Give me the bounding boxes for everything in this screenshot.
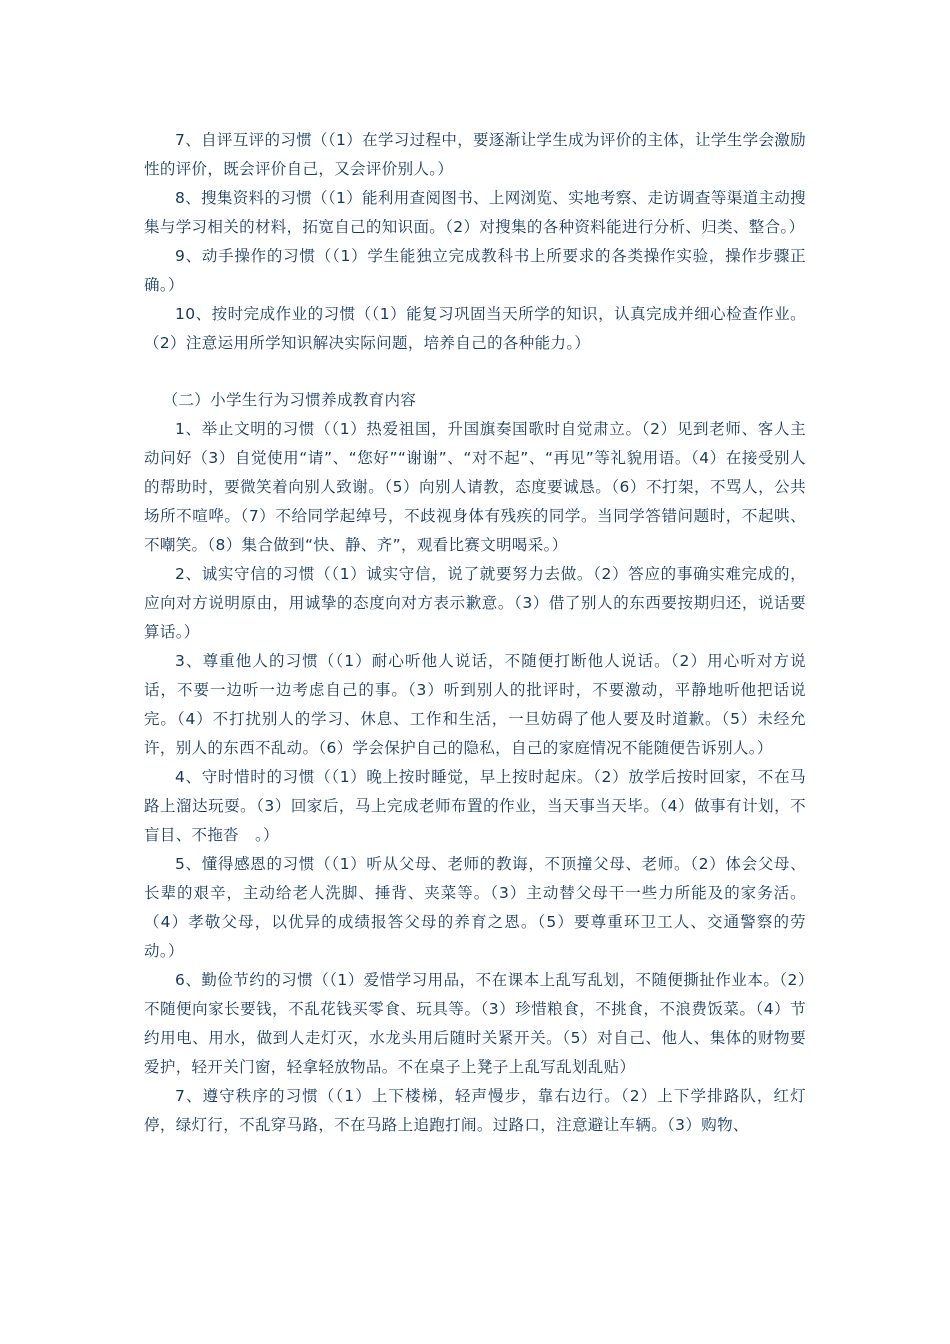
- behavior-habit-3: 3、尊重他人的习惯（（1）耐心听他人说话，不随便打断他人说话。（2）用心听对方说话，不要一边听一边考虑自己的事。（3）听到别人的批评时，不要激动，平静地听他把话说完。（4）不打扰别人的学习、休息、工作和生活，一旦妨碍了他人要及时道歉。（5）未经允许，别人的东西不乱动。（6）学会保护自己的隐私，自己的家庭情况不能随便告诉别人。）: [144, 652, 806, 757]
- behavior-habit-2: 2、诚实守信的习惯（（1）诚实守信，说了就要努力去做。（2）答应的事确实难完成的，应向对方说明原由，用诚挚的态度向对方表示歉意。（3）借了别人的东西要按期归还，说话要算话。）: [144, 565, 806, 641]
- study-habit-7: 7、自评互评的习惯（（1）在学习过程中，要逐渐让学生成为评价的主体，让学生学会激励性的评价，既会评价自己，又会评价别人。）: [144, 131, 806, 178]
- behavior-habit-7: 7、遵守秩序的习惯（（1）上下楼梯，轻声慢步，靠右边行。（2）上下学排路队，红灯停，绿灯行，不乱穿马路，不在马路上追跑打闹。过路口，注意避让车辆。（3）购物、: [144, 1087, 806, 1134]
- study-habit-9: 9、动手操作的习惯（（1）学生能独立完成教科书上所要求的各类操作实验，操作步骤正确。）: [144, 247, 806, 294]
- section-spacer: [144, 358, 806, 386]
- document-body: [144, 126, 806, 1140]
- behavior-habit-5: 5、懂得感恩的习惯（（1）听从父母、老师的教诲，不顶撞父母、老师。（2）体会父母、长辈的艰辛，主动给老人洗脚、捶背、夹菜等。（3）主动替父母干一些力所能及的家务活。（4）孝敬父母，以优异的成绩报答父母的养育之恩。（5）要尊重环卫工人、交通警察的劳动。）: [144, 855, 806, 960]
- study-habit-8: 8、搜集资料的习惯（（1）能利用查阅图书、上网浏览、实地考察、走访调查等渠道主动搜集与学习相关的材料，拓宽自己的知识面。（2）对搜集的各种资料能进行分析、归类、整合。）: [144, 189, 806, 236]
- behavior-habit-6: 6、勤俭节约的习惯（（1）爱惜学习用品，不在课本上乱写乱划，不随便撕扯作业本。（2）不随便向家长要钱，不乱花钱买零食、玩具等。（3）珍惜粮食，不挑食，不浪费饭菜。（4）节约用电、用水，做到人走灯灭，水龙头用后随时关紧开关。（5）对自己、他人、集体的财物要爱护，轻开关门窗，轻拿轻放物品。不在桌子上凳子上乱写乱划乱贴）: [144, 971, 806, 1076]
- behavior-habit-4: 4、守时惜时的习惯（（1）晚上按时睡觉，早上按时起床。（2）放学后按时回家，不在马路上溜达玩耍。（3）回家后，马上完成老师布置的作业，当天事当天毕。（4）做事有计划，不盲目、不拖沓 。）: [144, 768, 806, 844]
- section-heading: （二）小学生行为习惯养成教育内容: [162, 391, 417, 409]
- study-habit-10: 10、按时完成作业的习惯（（1）能复习巩固当天所学的知识，认真完成并细心检查作业。（2）注意运用所学知识解决实际问题，培养自己的各种能力。）: [144, 305, 806, 352]
- behavior-habit-1: 1、举止文明的习惯（（1）热爱祖国，升国旗奏国歌时自觉肃立。（2）见到老师、客人主动问好（3）自觉使用“请”、“您好”“谢谢”、“对不起”、“再见”等礼貌用语。（4）在接受别人的帮助时，要微笑着向别人致谢。（5）向别人请教，态度要诚恳。（6）不打架，不骂人，公共场所不喧哗。（7）不给同学起绰号，不歧视身体有残疾的同学。当同学答错问题时，不起哄、不嘲笑。（8）集合做到“快、静、齐”，观看比赛文明喝采。）: [144, 420, 806, 554]
